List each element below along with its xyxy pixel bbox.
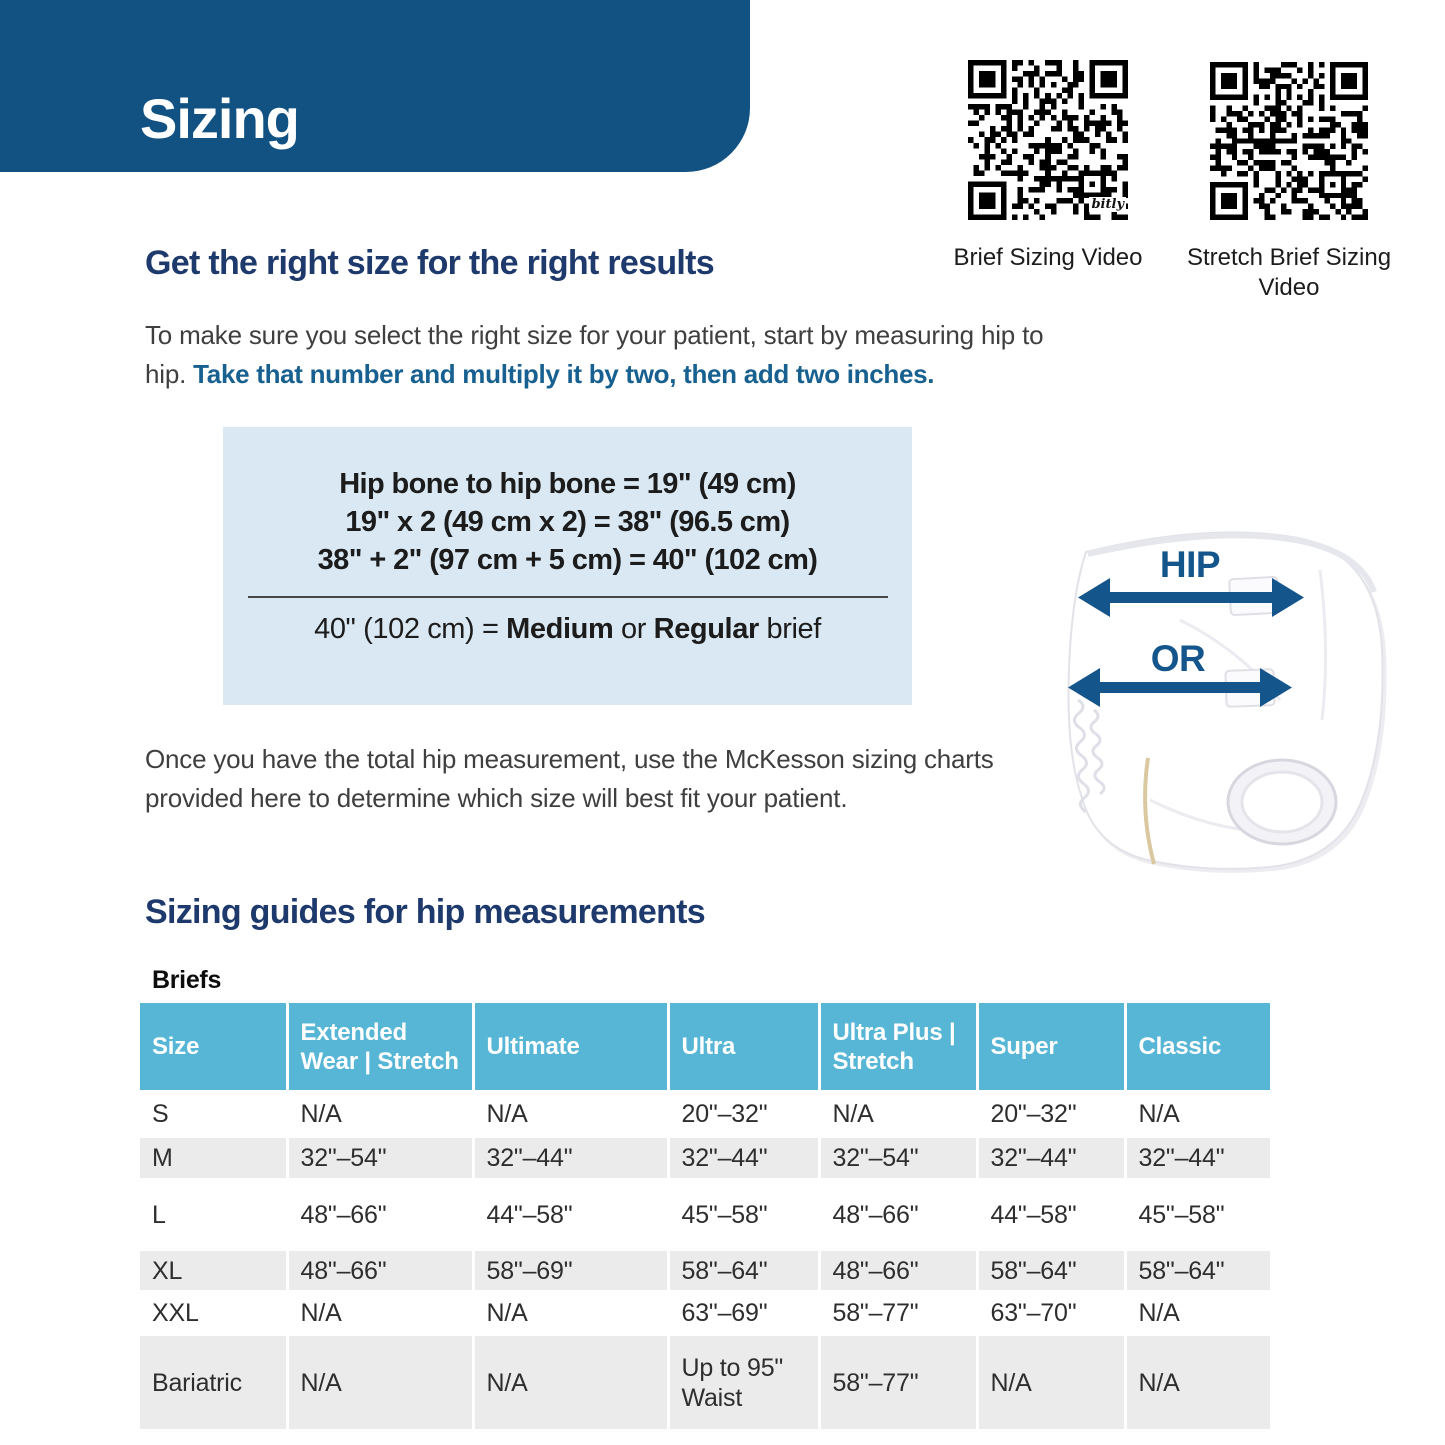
table-row-s [140, 1092, 1270, 1137]
range-cell: 20"–32" [668, 1092, 819, 1137]
size-cell: L [140, 1180, 287, 1250]
range-cell: N/A [287, 1292, 473, 1335]
range-cell: Up to 95" Waist [668, 1335, 819, 1431]
calc-result-prefix: 40" (102 cm) = [314, 613, 507, 645]
range-cell: 32"–44" [473, 1137, 668, 1180]
range-cell: 58"–69" [473, 1250, 668, 1292]
range-cell: 32"–54" [287, 1137, 473, 1180]
range-cell: 44"–58" [977, 1180, 1125, 1250]
or-label: OR [1150, 638, 1206, 679]
sizing-table-header [140, 1003, 1270, 1092]
size-cell: M [140, 1137, 287, 1180]
range-cell: N/A [977, 1335, 1125, 1431]
range-cell: N/A [819, 1092, 977, 1137]
table-row-l [140, 1180, 1270, 1250]
range-cell: N/A [1125, 1335, 1270, 1431]
calc-divider [248, 596, 888, 598]
intro-paragraph [145, 316, 1050, 394]
table-row-xl [140, 1250, 1270, 1292]
intro-heading: Get the right size for the right results [145, 244, 714, 282]
range-cell: 44"–58" [473, 1180, 668, 1250]
table-row-bariatric [140, 1335, 1270, 1431]
range-cell: 58"–77" [819, 1335, 977, 1431]
range-cell: N/A [287, 1335, 473, 1431]
qr-code-stretch-brief-sizing [1210, 62, 1368, 220]
intro-paragraph-bold: Take that number and multiply it by two, then add two inches. [193, 359, 935, 389]
column-header-2: Ultimate [473, 1003, 668, 1092]
calc-result-suffix: brief [758, 613, 821, 645]
range-cell: N/A [1125, 1292, 1270, 1335]
range-cell: 32"–44" [1125, 1137, 1270, 1180]
range-cell: 48"–66" [819, 1180, 977, 1250]
column-header-1: Extended Wear | Stretch [287, 1003, 473, 1092]
column-header-5: Super [977, 1003, 1125, 1092]
column-header-4: Ultra Plus | Stretch [819, 1003, 977, 1092]
range-cell: 45"–58" [668, 1180, 819, 1250]
column-header-6: Classic [1125, 1003, 1270, 1092]
range-cell: 45"–58" [1125, 1180, 1270, 1250]
calc-result-medium: Medium [506, 613, 614, 645]
range-cell: 48"–66" [819, 1250, 977, 1292]
hip-label: HIP [1159, 544, 1221, 585]
calc-result-line [223, 613, 912, 646]
page-banner [0, 0, 750, 172]
column-header-0: Size [140, 1003, 287, 1092]
calc-line-3: 38" + 2" (97 cm + 5 cm) = 40" (102 cm) [317, 544, 818, 576]
range-cell: N/A [287, 1092, 473, 1137]
sizing-table [140, 1003, 1270, 1432]
range-cell: 58"–64" [1125, 1250, 1270, 1292]
calculation-box [223, 427, 912, 705]
page-title: Sizing [140, 87, 299, 150]
range-cell: 48"–66" [287, 1180, 473, 1250]
range-cell: N/A [473, 1335, 668, 1431]
range-cell: 20"–32" [977, 1092, 1125, 1137]
size-cell: XXL [140, 1292, 287, 1335]
calc-line-1: Hip bone to hip bone = 19" (49 cm) [339, 468, 796, 500]
brief-leg-opening-inner [1242, 772, 1322, 832]
range-cell: 58"–64" [977, 1250, 1125, 1292]
range-cell: 63"–70" [977, 1292, 1125, 1335]
outro-paragraph: Once you have the total hip measurement, use the McKesson sizing charts provided here to determine which size will best fit your patient. [145, 744, 994, 813]
qr-code-1-image [968, 60, 1128, 220]
size-cell: XL [140, 1250, 287, 1292]
table-subheading-briefs: Briefs [152, 966, 222, 994]
table-section-heading: Sizing guides for hip measurements [145, 893, 705, 931]
range-cell: N/A [473, 1092, 668, 1137]
calc-line-2: 19" x 2 (49 cm x 2) = 38" (96.5 cm) [345, 506, 790, 538]
bitly-logo: bitly [1091, 197, 1124, 212]
table-row-xxl [140, 1292, 1270, 1335]
range-cell: 32"–44" [668, 1137, 819, 1180]
size-cell: S [140, 1092, 287, 1137]
size-cell: Bariatric [140, 1335, 287, 1431]
table-row-m [140, 1137, 1270, 1180]
intro-paragraph-regular: To make sure you select the right size for your patient, start by measuring hip to hip. [145, 320, 1044, 389]
range-cell: 58"–64" [668, 1250, 819, 1292]
sizing-table-body [140, 1092, 1270, 1431]
calc-result-or: or [613, 613, 654, 645]
qr-label-brief-sizing-video: Brief Sizing Video [953, 244, 1143, 271]
qr-label-stretch-brief-sizing-video: Stretch Brief Sizing Video [1186, 244, 1392, 301]
range-cell: N/A [1125, 1092, 1270, 1137]
range-cell: 32"–54" [819, 1137, 977, 1180]
qr-code-2-image [1210, 62, 1368, 220]
range-cell: 48"–66" [287, 1250, 473, 1292]
range-cell: 58"–77" [819, 1292, 977, 1335]
range-cell: 63"–69" [668, 1292, 819, 1335]
range-cell: N/A [473, 1292, 668, 1335]
qr-code-brief-sizing [968, 60, 1128, 220]
column-header-3: Ultra [668, 1003, 819, 1092]
range-cell: 32"–44" [977, 1137, 1125, 1180]
calc-result-regular: Regular [653, 613, 759, 645]
